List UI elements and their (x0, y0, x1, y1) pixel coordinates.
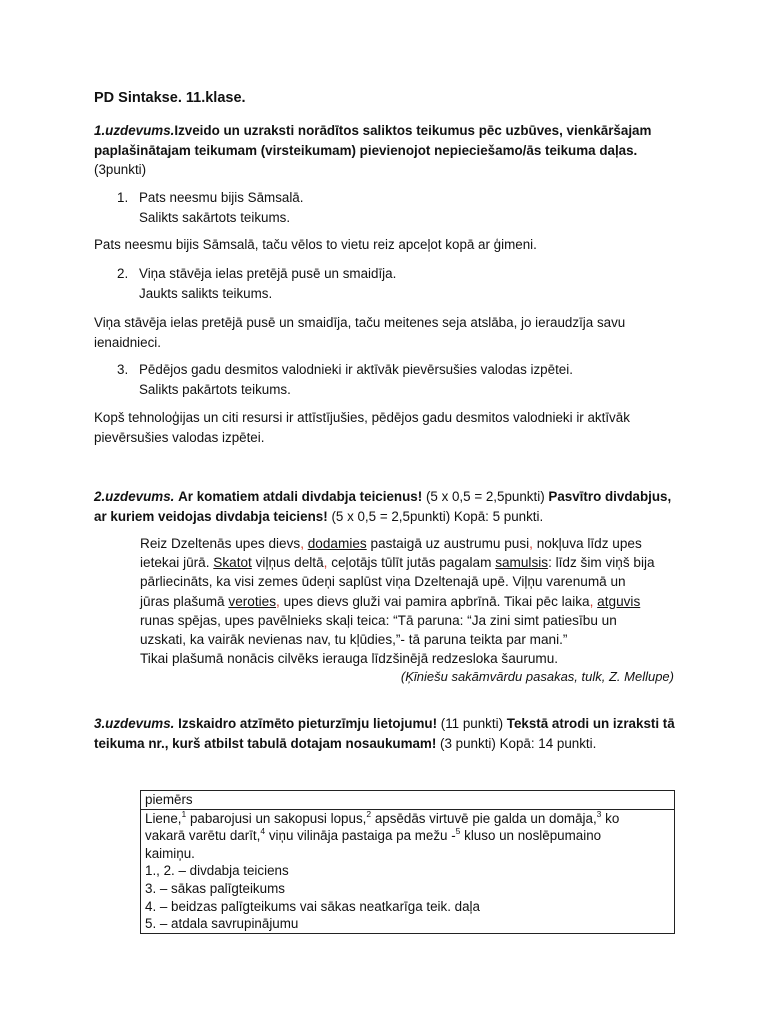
task3-points-b: (3 punkti) Kopā: 14 punkti. (440, 735, 597, 751)
comma-mark: , (589, 593, 594, 609)
comma-mark: , (529, 536, 533, 551)
item-type: Salikts sakārtots teikums. (139, 209, 291, 225)
comma-mark: , (323, 555, 328, 571)
text-span: : līdz šim viņš bija (548, 555, 655, 571)
text-line: Tikai plašumā nonācis cilvēks ierauga līdzšinējā redzesloka šaurumu. (140, 651, 559, 667)
task1-instruction-text: Izveido un uzraksti norādītos saliktos teikumus pēc uzbūves, vienkāršajam paplašinātajam teikumam (virsteikumam) pievienojot nepieciešamo/ās teikuma daļas. (94, 123, 652, 158)
item-sentence: Pats neesmu bijis Sāmsalā. (139, 190, 304, 205)
task1-item-1 (117, 188, 677, 227)
task2-points-a: (5 x 0,5 = 2,5punkti) (425, 489, 545, 504)
task2-instruction (94, 487, 684, 526)
mark-number: 2 (366, 808, 372, 819)
text-span: kaimiņu. (145, 845, 195, 861)
task2-instr-a: Ar komatiem atdali divdabja teicienus! (178, 489, 423, 504)
task2-text (140, 534, 680, 668)
task1-answer-1: Pats neesmu bijis Sāmsalā, taču vēlos to vietu reiz apceļot kopā ar ģimeni. (94, 237, 537, 252)
task1-answer-3: Kopš tehnoloģijas un citi resursi ir attīstījušies, pēdējos gadu desmitos valodnieki ir aktīvāk pievērsušies valodas izpētei. (94, 410, 630, 445)
participle-underlined: Skatot (213, 555, 252, 571)
text-span: jūras plašumā (140, 593, 225, 609)
text-span: viņu vilināja pastaiga pa mežu - (265, 828, 456, 844)
comma-mark: , (300, 536, 304, 551)
task1-instruction (94, 121, 684, 180)
text-line (140, 553, 680, 572)
item-number: 1. (117, 190, 129, 205)
item-type: Jaukts salikts teikums. (139, 285, 273, 301)
text-line (140, 534, 680, 553)
text-span: vakarā varētu darīt, (145, 828, 261, 844)
participle-underlined: atguvis (597, 593, 641, 609)
example-table (140, 790, 675, 934)
example-line: 3. – sākas palīgteikums (145, 880, 285, 896)
task2-instr-b: Pasvītro divdabjus, ar kuriem veidojas divdabja teiciens! (94, 489, 672, 524)
participle-underlined: dodamies (307, 536, 367, 551)
text-span: upes dievs gluži vai pamira apbrīnā. Tikai pēc laika (283, 593, 590, 609)
text-line: runas spējas, upes pavēlnieks skaļi teica: “Tā paruna: “Ja zini simt patiesību un (140, 612, 617, 628)
participle-underlined: samulsis (495, 555, 549, 571)
mark-number: 3 (596, 808, 602, 819)
text-span: Reiz Dzeltenās upes dievs (140, 536, 301, 551)
example-line: 1., 2. – divdabja teiciens (145, 863, 289, 879)
task1-item-3 (117, 360, 677, 399)
text-span: pastaigā uz austrumu pusi (370, 536, 530, 551)
task3-instr-b: Tekstā atrodi un izraksti tā teikuma nr., kurš atbilst tabulā dotajam nosaukumam! (94, 716, 675, 751)
item-sentence: Viņa stāvēja ielas pretējā pusē un smaidīja. (139, 266, 397, 281)
table-row (141, 791, 675, 810)
text-span: viļņus deltā (255, 555, 324, 571)
text-line (140, 592, 680, 611)
task2-label: 2.uzdevums. (94, 489, 175, 504)
text-span: pabarojusi un sakopusi lopus, (186, 810, 367, 826)
text-source: (Ķīniešu sakāmvārdu pasakas, tulk, Z. Mellupe) (400, 669, 674, 684)
item-number: 3. (117, 362, 129, 377)
text-span: Liene, (145, 810, 182, 826)
item-number: 2. (117, 266, 129, 281)
text-line: uzskati, ka vairāk nevienas nav, tu kļūdies,”- tā paruna teikta par mani.” (140, 632, 568, 648)
example-line: 5. – atdala savrupinājumu (145, 916, 299, 932)
comma-mark: , (276, 593, 280, 609)
example-line: 4. – beidzas palīgteikums vai sākas neatkarīga teik. daļa (145, 898, 480, 914)
text-span: ietekai jūrā. (140, 555, 210, 571)
item-type: Salikts pakārtots teikums. (139, 381, 291, 397)
task3-instr-a: Izskaidro atzīmēto pieturzīmju lietojumu! (178, 716, 438, 731)
text-span: kluso un noslēpumaino (460, 828, 602, 844)
task3-instruction (94, 714, 684, 753)
page-title: PD Sintakse. 11.klase. (94, 90, 246, 106)
text-span: ceļotājs tūlīt jutās pagalam (331, 555, 492, 571)
text-span: apsēdās virtuvē pie galda un domāja, (371, 810, 597, 826)
task1-item-2 (117, 264, 677, 303)
mark-number: 5 (455, 826, 461, 837)
example-sentence (145, 810, 670, 863)
text-span: nokļuva līdz upes (536, 536, 642, 551)
table-row (141, 809, 675, 933)
text-span: ko (601, 810, 620, 826)
text-line: pārliecināts, ka visi zemes ūdeņi saplūst viņa Dzeltenajā upē. Viļņu varenumā un (140, 574, 626, 590)
task2-points-b: (5 x 0,5 = 2,5punkti) Kopā: 5 punkti. (331, 508, 544, 524)
task1-answer-2: Viņa stāvēja ielas pretējā pusē un smaidīja, taču meitenes seja atslāba, jo ieraudzīja savu ienaidnieci. (94, 315, 626, 350)
task1-label: 1.uzdevums. (94, 123, 175, 138)
mark-number: 4 (260, 826, 266, 837)
item-sentence: Pēdējos gadu desmitos valodnieki ir aktīvāk pievērsušies valodas izpētei. (139, 362, 573, 377)
example-body (141, 809, 675, 933)
task1-points: (3punkti) (94, 162, 147, 177)
participle-underlined: veroties (228, 593, 277, 609)
task3-label: 3.uzdevums. (94, 716, 175, 731)
task3-points-a: (11 punkti) (440, 716, 504, 731)
mark-number: 1 (181, 808, 187, 819)
example-header: piemērs (141, 791, 675, 810)
